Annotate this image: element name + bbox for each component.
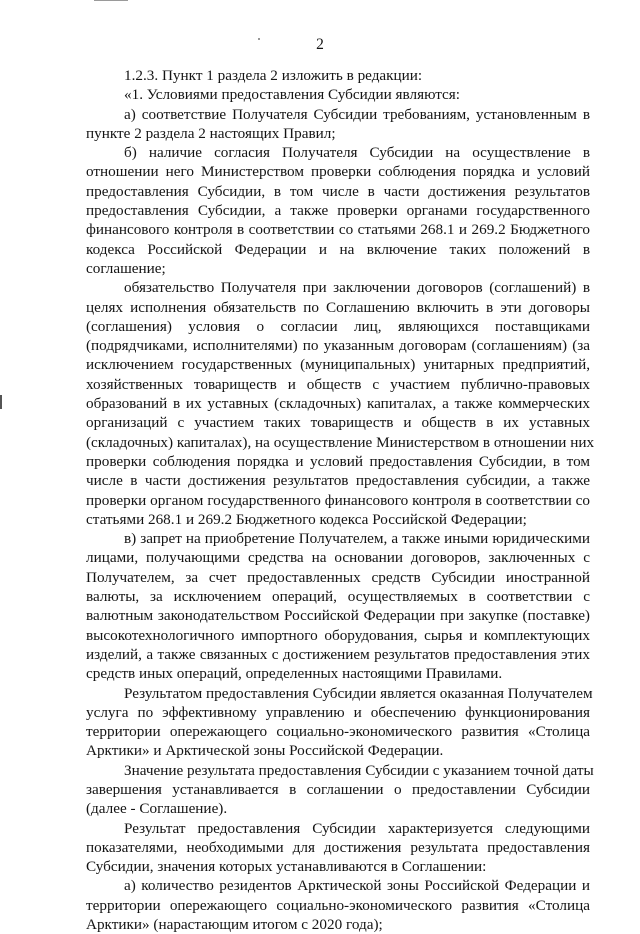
paragraph xyxy=(86,105,590,144)
text-line: Значение результата предоставления Субсидии с указанием точной даты xyxy=(124,761,594,779)
paragraph xyxy=(86,85,590,104)
text-line: в) запрет на приобретение Получателем, а также иными юридическими xyxy=(124,530,590,548)
text-line: средств иных операций, определенных настоящими Правилами. xyxy=(86,665,503,683)
text-line: Субсидии, значения которых устанавливаются в Соглашении: xyxy=(86,858,487,876)
paragraph xyxy=(86,761,594,819)
text-line: показателями, необходимыми для достижения результата предоставления xyxy=(86,838,590,856)
text-line: услуга по эффективному управлению и обеспечению функционирования xyxy=(86,703,590,721)
paragraph xyxy=(86,876,590,934)
text-line: кодекса Российской Федерации и на включение таких положений в xyxy=(86,240,590,258)
text-line: (подрядчиками, исполнителями) по указанным договорам (соглашениям) (за xyxy=(86,337,590,355)
text-line: Получателем, за счет предоставленных средств Субсидии иностранной xyxy=(86,568,590,586)
text-line: территории опережающего социально-экономического развития «Столица xyxy=(86,723,590,741)
scan-artifact-top xyxy=(94,0,128,4)
paragraph xyxy=(86,66,590,85)
paragraph xyxy=(86,819,590,877)
text-line: б) наличие согласия Получателя Субсидии на осуществление в xyxy=(124,144,590,162)
text-line: территории опережающего социально-экономического развития «Столица xyxy=(86,896,590,914)
text-line: обязательство Получателя при заключении договоров (соглашений) в xyxy=(124,279,590,297)
paragraph xyxy=(86,684,593,761)
text-line: Результатом предоставления Субсидии является оказанная Получателем xyxy=(124,684,593,702)
text-line: завершения устанавливается в соглашении о предоставлении Субсидии xyxy=(86,780,590,798)
text-line: организаций с участием таких товариществ и обществ в их уставных xyxy=(86,414,590,432)
text-line: исключением государственных (муниципальных) унитарных предприятий, xyxy=(86,356,590,374)
text-line: (соглашения) условия о согласии лиц, являющихся поставщиками xyxy=(86,317,590,335)
paragraph xyxy=(86,278,595,529)
text-line: а) количество резидентов Арктической зоны Российской Федерации и xyxy=(124,877,590,895)
text-line: соглашение; xyxy=(86,259,166,277)
text-line: а) соответствие Получателя Субсидии требованиям, установленным в xyxy=(124,105,590,123)
scan-artifact-left xyxy=(0,395,2,409)
paragraph xyxy=(86,143,590,278)
text-line: Арктики» и Арктической зоны Российской Федерации. xyxy=(86,742,444,760)
text-line: проверки органом государственного финансового контроля в соответствии со xyxy=(86,491,590,509)
text-line: статьями 268.1 и 269.2 Бюджетного кодекса Российской Федерации; xyxy=(86,510,527,528)
page-number: 2 xyxy=(316,36,324,53)
text-line: (далее - Соглашение). xyxy=(86,800,228,818)
text-line: проверки соблюдения порядка и условий предоставления Субсидии, в том xyxy=(86,452,590,470)
text-line: образований в их уставных (складочных) капиталах, а также коммерческих xyxy=(86,395,590,413)
text-line: высокотехнологичного импортного оборудования, сырья и комплектующих xyxy=(86,626,590,644)
text-line: пункте 2 раздела 2 настоящих Правил; xyxy=(86,124,336,142)
text-line: Арктики» (нарастающим итогом с 2020 года); xyxy=(86,916,383,934)
text-line: Результат предоставления Субсидии характеризуется следующими xyxy=(124,819,590,837)
text-line: целях исполнения обязательств по Соглашению включить в эти договоры xyxy=(86,298,590,316)
text-line: валютным законодательством Российской Федерации при закупке (поставке) xyxy=(86,607,590,625)
document-body xyxy=(86,66,595,934)
text-line: отношении него Министерством проверки соблюдения порядка и условий xyxy=(86,163,590,181)
text-line: финансового контроля в соответствии со статьями 268.1 и 269.2 Бюджетного xyxy=(86,221,590,239)
paragraph xyxy=(86,529,590,683)
text-line: «1. Условиями предоставления Субсидии являются: xyxy=(124,86,460,104)
text-line: изделий, а также связанных с достижением результатов предоставления этих xyxy=(86,645,590,663)
text-line: числе в части достижения результатов предоставления субсидии, а также xyxy=(86,472,590,490)
text-line: валюты, за исключением операций, осуществляемых в соответствии с xyxy=(86,588,590,606)
text-line: 1.2.3. Пункт 1 раздела 2 изложить в редакции: xyxy=(124,67,423,84)
text-line: предоставления Субсидии, в том числе в части достижения результатов xyxy=(86,182,590,200)
text-line: лицами, получающими средства на основании договоров, заключенных с xyxy=(86,549,590,567)
text-line: (складочных) капиталах), на осуществление Министерством в отношении них xyxy=(86,433,595,451)
text-line: предоставления Субсидии, а также проверки органами государственного xyxy=(86,202,590,220)
text-line: хозяйственных товариществ и обществ с участием публично-правовых xyxy=(86,375,590,393)
